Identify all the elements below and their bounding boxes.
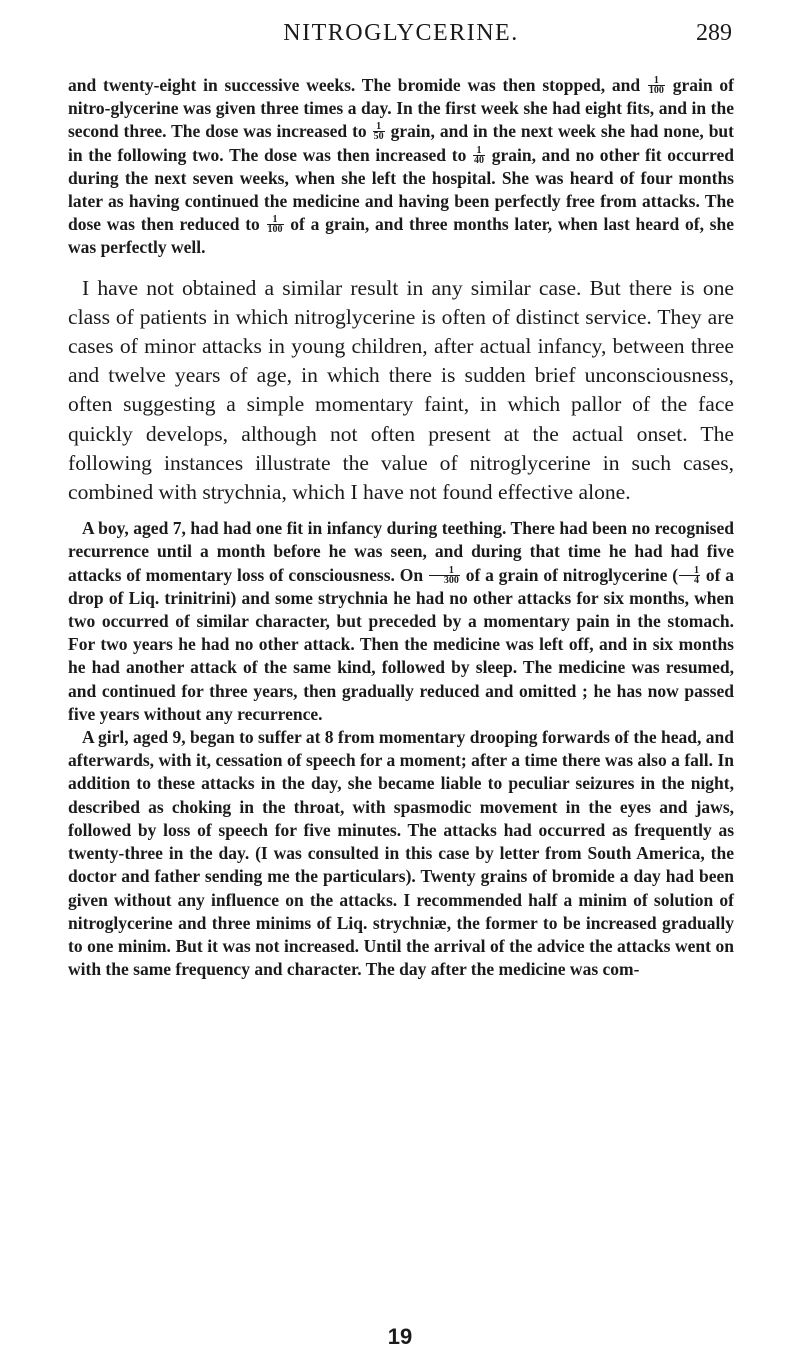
text-run: of a grain, and three months later, when last heard of, she was perfectly well. xyxy=(68,214,734,258)
fraction-numerator: 1 xyxy=(679,566,700,576)
text-run: and twenty-eight in successive weeks. The bromide was then stopped, and xyxy=(68,75,647,95)
fraction-denominator: 100 xyxy=(648,85,664,96)
text-run: grain, and no other fit occurred during the next seven weeks, when she left the hospital. She was heard of four months later as having continued the medicine and having been perfectly free from attacks. The dose was then reduced to xyxy=(68,144,734,235)
text-run: of a drop of Liq. trinitrini) and some strychnia he had no other attacks for six months, when two occurred of similar character, but preceded by a momentary pain in the stomach. For two years he had no other attack. Then the medicine was left off, and in six months he had another attack of the same kind, followed by sleep. The medicine was resumed, and continued for three years, then gradually reduced and omitted ; he has now passed five years without any recurrence. xyxy=(68,564,734,724)
fraction-numerator: 1 xyxy=(429,566,460,576)
paragraph-case-girl: A girl, aged 9, began to suffer at 8 from momentary drooping forwards of the head, and afterwards, with it, cessation of speech for a moment; after a time there was also a fall. In addition to these attacks in the day, she became liable to peculiar seizures in the night, described as choking in the throat, with spasmodic movement in the eyes and jaws, followed by loss of speech for five minutes. The attacks had occurred as frequently as twenty-three in the day. (I was consulted in this case by letter from South America, the doctor and father sending me the particulars). Twenty grains of bromide a day had been given without any influence on the attacks. I recommended half a minim of solution of nitroglycerine and three minims of Liq. strychniæ, the former to be increased gradually to one minim. But it was not increased. Until the arrival of the advice the attacks went on with the same frequency and character. The day after the medicine was com- xyxy=(68,727,734,980)
page-number: 289 xyxy=(696,20,732,46)
text-run: of a grain of nitroglycerine ( xyxy=(460,564,679,585)
fraction xyxy=(679,566,700,585)
fraction-denominator: 40 xyxy=(474,154,485,166)
fraction-denominator: 100 xyxy=(267,224,283,236)
page-header xyxy=(70,20,732,56)
fraction-denominator: 50 xyxy=(373,131,384,143)
fraction xyxy=(473,146,485,165)
fraction-numerator: 1 xyxy=(373,122,385,132)
running-head: NITROGLYCERINE. xyxy=(283,20,519,46)
fraction xyxy=(429,566,460,585)
signature-mark: 19 xyxy=(387,1324,413,1349)
fraction-denominator: 4 xyxy=(694,574,700,586)
page-body xyxy=(68,74,734,981)
text-run: grain of nitro-glycerine was given three times a day. In the first week she had eight fits, and in the second three. The dose was increased to xyxy=(68,75,734,142)
fraction xyxy=(267,215,284,234)
fraction-numerator: 1 xyxy=(267,215,284,225)
paragraph-case-continuation xyxy=(68,74,734,260)
fraction-numerator: 1 xyxy=(473,146,485,156)
paragraph-case-boy xyxy=(68,517,734,726)
text-run: A boy, aged 7, had had one fit in infancy during teething. There had been no recognised recurrence until a month before he was seen, and during that time he had had five attacks of momentary loss of consciousness. On xyxy=(68,518,734,585)
fraction-denominator: 300 xyxy=(443,574,459,586)
fraction-numerator: 1 xyxy=(648,76,665,86)
text-run: grain, and in the next week she had none, but in the following two. The dose was then increased to xyxy=(68,121,734,165)
paragraph-main-text: I have not obtained a similar result in any similar case. But there is one class of patients in which nitroglycerine is often of distinct service. They are cases of minor attacks in young children, after actual infancy, between three and twelve years of age, in which there is sudden brief unconsciousness, often suggesting a simple momentary faint, in which pallor of the face quickly develops, although not often present at the actual onset. The following instances illustrate the value of nitroglycerine in such cases, combined with strychnia, which I have not found effective alone. xyxy=(68,275,734,505)
fraction xyxy=(373,122,385,141)
fraction xyxy=(648,76,665,95)
